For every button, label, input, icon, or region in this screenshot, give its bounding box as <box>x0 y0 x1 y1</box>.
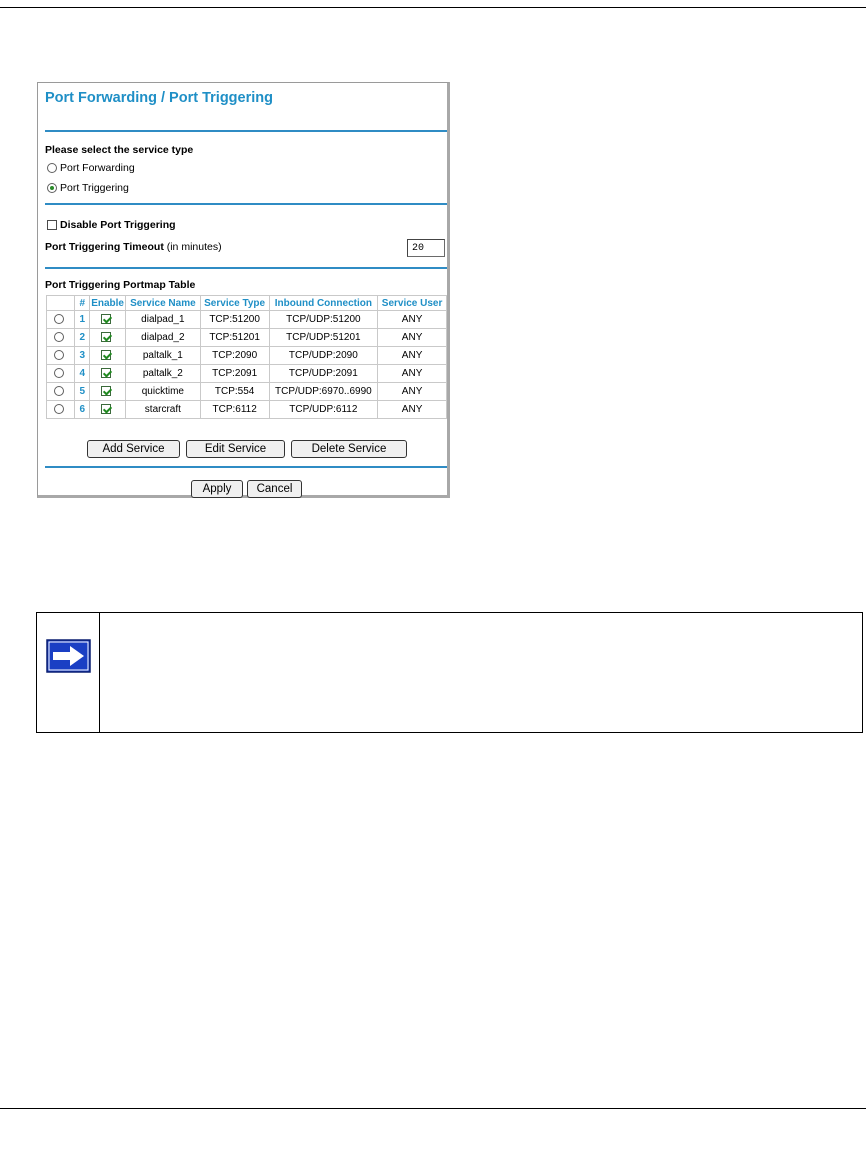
row-enable-checkbox[interactable] <box>101 350 111 360</box>
row-service-type: TCP:2090 <box>200 347 269 365</box>
row-select-radio[interactable] <box>54 386 64 396</box>
table-row <box>47 365 447 383</box>
port-triggering-radio[interactable] <box>47 183 57 193</box>
row-enable-checkbox[interactable] <box>101 332 111 342</box>
row-service-type: TCP:554 <box>200 383 269 401</box>
portmap-table <box>46 295 447 419</box>
row-service-name: quicktime <box>126 383 201 401</box>
row-number: 5 <box>75 383 90 401</box>
row-service-type: TCP:2091 <box>200 365 269 383</box>
timeout-label-unit: (in minutes) <box>163 241 222 253</box>
row-select-radio[interactable] <box>54 368 64 378</box>
row-enable-checkbox[interactable] <box>101 368 111 378</box>
right-arrow-icon <box>46 639 91 673</box>
row-inbound-connection: TCP/UDP:51200 <box>269 311 378 329</box>
col-number: # <box>75 296 90 311</box>
disable-port-triggering[interactable] <box>47 219 176 231</box>
row-number: 2 <box>75 329 90 347</box>
row-select-radio[interactable] <box>54 332 64 342</box>
table-row <box>47 383 447 401</box>
table-row <box>47 329 447 347</box>
row-service-type: TCP:51201 <box>200 329 269 347</box>
row-service-name: paltalk_1 <box>126 347 201 365</box>
row-number: 6 <box>75 401 90 419</box>
row-inbound-connection: TCP/UDP:6112 <box>269 401 378 419</box>
table-header-row <box>47 296 447 311</box>
table-row <box>47 311 447 329</box>
disable-port-triggering-checkbox[interactable] <box>47 220 57 230</box>
row-enable-checkbox[interactable] <box>101 314 111 324</box>
delete-service-button[interactable]: Delete Service <box>291 440 407 458</box>
col-service-name: Service Name <box>126 296 201 311</box>
row-service-user: ANY <box>378 329 447 347</box>
cancel-button[interactable]: Cancel <box>247 480 302 498</box>
page-bottom-rule <box>0 1108 866 1109</box>
port-triggering-label: Port Triggering <box>60 182 129 194</box>
note-divider <box>99 613 100 732</box>
service-type-label: Please select the service type <box>45 144 194 156</box>
row-service-name: starcraft <box>126 401 201 419</box>
row-select-radio[interactable] <box>54 314 64 324</box>
separator <box>45 267 447 269</box>
timeout-input[interactable]: 20 <box>407 239 445 257</box>
row-service-user: ANY <box>378 383 447 401</box>
col-service-user: Service User <box>378 296 447 311</box>
timeout-label <box>45 241 222 253</box>
row-service-type: TCP:6112 <box>200 401 269 419</box>
col-service-type: Service Type <box>200 296 269 311</box>
note-box <box>36 612 863 733</box>
table-row <box>47 347 447 365</box>
disable-port-triggering-label: Disable Port Triggering <box>60 219 176 231</box>
col-enable: Enable <box>91 297 124 309</box>
row-service-name: dialpad_1 <box>126 311 201 329</box>
row-service-type: TCP:51200 <box>200 311 269 329</box>
apply-button[interactable]: Apply <box>191 480 243 498</box>
row-inbound-connection: TCP/UDP:6970..6990 <box>269 383 378 401</box>
row-service-name: dialpad_2 <box>126 329 201 347</box>
port-triggering-panel <box>37 82 450 498</box>
separator <box>45 203 447 205</box>
row-number: 3 <box>75 347 90 365</box>
port-forwarding-radio[interactable] <box>47 163 57 173</box>
add-service-button[interactable]: Add Service <box>87 440 180 458</box>
row-number: 4 <box>75 365 90 383</box>
col-inbound-connection: Inbound Connection <box>269 296 378 311</box>
row-service-user: ANY <box>378 401 447 419</box>
row-select-radio[interactable] <box>54 350 64 360</box>
option-port-forwarding[interactable] <box>47 162 135 174</box>
portmap-table-title: Port Triggering Portmap Table <box>45 279 196 291</box>
row-enable-checkbox[interactable] <box>101 386 111 396</box>
col-select <box>47 296 75 311</box>
row-inbound-connection: TCP/UDP:2091 <box>269 365 378 383</box>
table-row <box>47 401 447 419</box>
row-enable-checkbox[interactable] <box>101 404 111 414</box>
timeout-label-bold: Port Triggering Timeout <box>45 241 164 253</box>
row-number: 1 <box>75 311 90 329</box>
row-inbound-connection: TCP/UDP:51201 <box>269 329 378 347</box>
panel-title: Port Forwarding / Port Triggering <box>45 90 273 106</box>
row-service-name: paltalk_2 <box>126 365 201 383</box>
row-service-user: ANY <box>378 347 447 365</box>
edit-service-button[interactable]: Edit Service <box>186 440 285 458</box>
row-select-radio[interactable] <box>54 404 64 414</box>
page-top-rule <box>0 7 866 8</box>
option-port-triggering[interactable] <box>47 182 129 194</box>
separator <box>45 130 447 132</box>
row-service-user: ANY <box>378 311 447 329</box>
row-inbound-connection: TCP/UDP:2090 <box>269 347 378 365</box>
port-forwarding-label: Port Forwarding <box>60 162 135 174</box>
separator <box>45 466 447 468</box>
row-service-user: ANY <box>378 365 447 383</box>
